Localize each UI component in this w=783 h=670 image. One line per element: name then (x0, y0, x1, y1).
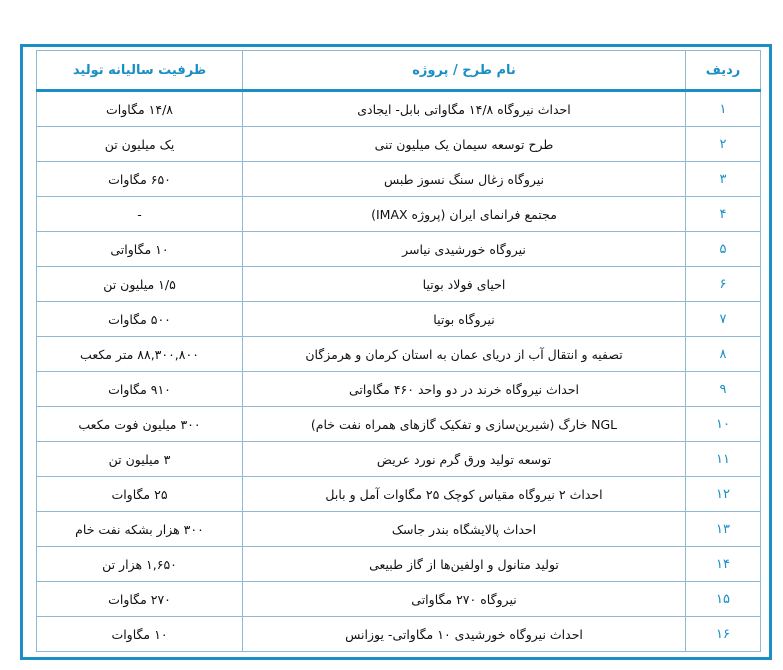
capacity-cell: ۱۴/۸ مگاوات (37, 91, 243, 127)
capacity-cell: یک میلیون تن (37, 127, 243, 162)
row-number-cell: ۱۶ (686, 617, 761, 652)
row-number-cell: ۱۲ (686, 477, 761, 512)
table-row (37, 372, 761, 407)
table-row (37, 91, 761, 127)
project-name-cell: مجتمع فرانمای ایران (پروژه IMAX) (243, 197, 686, 232)
table-row (37, 617, 761, 652)
row-number-cell: ۳ (686, 162, 761, 197)
project-name-cell: نیروگاه زغال سنگ نسوز طبس (243, 162, 686, 197)
row-number-cell: ۱۵ (686, 582, 761, 617)
row-number-cell: ۵ (686, 232, 761, 267)
table-row (37, 127, 761, 162)
row-number-cell: ۶ (686, 267, 761, 302)
table-frame (20, 44, 772, 660)
table-row (37, 477, 761, 512)
projects-table (36, 50, 761, 652)
capacity-cell: ۱,۶۵۰ هزار تن (37, 547, 243, 582)
project-name-cell: توسعه تولید ورق گرم نورد عریض (243, 442, 686, 477)
table-row (37, 232, 761, 267)
row-number-cell: ۴ (686, 197, 761, 232)
row-number-cell: ۱۱ (686, 442, 761, 477)
header-row (37, 51, 761, 91)
row-number-cell: ۱ (686, 91, 761, 127)
table-row (37, 267, 761, 302)
capacity-cell: ۳ میلیون تن (37, 442, 243, 477)
header-capacity: ظرفیت سالیانه تولید (37, 51, 243, 91)
project-name-cell: طرح توسعه سیمان یک میلیون تنی (243, 127, 686, 162)
table-row (37, 162, 761, 197)
table-row (37, 547, 761, 582)
table-row (37, 302, 761, 337)
project-name-cell: تولید متانول و اولفین‌ها از گاز طبیعی (243, 547, 686, 582)
project-name-cell: احداث نیروگاه خورشیدی ۱۰ مگاواتی- یوزانس (243, 617, 686, 652)
row-number-cell: ۱۰ (686, 407, 761, 442)
row-number-cell: ۱۴ (686, 547, 761, 582)
capacity-cell: ۹۱۰ مگاوات (37, 372, 243, 407)
project-name-cell: احداث نیروگاه ۱۴/۸ مگاواتی بابل- ایجادی (243, 91, 686, 127)
project-name-cell: احیای فولاد بوتیا (243, 267, 686, 302)
capacity-cell: ۱/۵ میلیون تن (37, 267, 243, 302)
row-number-cell: ۱۳ (686, 512, 761, 547)
capacity-cell: ۳۰۰ میلیون فوت مکعب (37, 407, 243, 442)
table-row (37, 337, 761, 372)
row-number-cell: ۸ (686, 337, 761, 372)
row-number-cell: ۲ (686, 127, 761, 162)
capacity-cell: ۱۰ مگاوات (37, 617, 243, 652)
project-name-cell: نیروگاه خورشیدی نیاسر (243, 232, 686, 267)
header-row-number: ردیف (686, 51, 761, 91)
table-row (37, 582, 761, 617)
capacity-cell: ۲۵ مگاوات (37, 477, 243, 512)
project-name-cell: NGL خارگ (شیرین‌سازی و تفکیک گازهای همراه نفت خام) (243, 407, 686, 442)
capacity-cell: - (37, 197, 243, 232)
capacity-cell: ۶۵۰ مگاوات (37, 162, 243, 197)
capacity-cell: ۱۰ مگاواتی (37, 232, 243, 267)
table-row (37, 407, 761, 442)
table-row (37, 197, 761, 232)
project-name-cell: احداث پالایشگاه بندر جاسک (243, 512, 686, 547)
project-name-cell: احداث نیروگاه خرند در دو واحد ۴۶۰ مگاواتی (243, 372, 686, 407)
project-name-cell: نیروگاه بوتیا (243, 302, 686, 337)
capacity-cell: ۸۸,۳۰۰,۸۰۰ متر مکعب (37, 337, 243, 372)
table-row (37, 442, 761, 477)
project-name-cell: تصفیه و انتقال آب از دریای عمان به استان کرمان و هرمزگان (243, 337, 686, 372)
capacity-cell: ۵۰۰ مگاوات (37, 302, 243, 337)
capacity-cell: ۲۷۰ مگاوات (37, 582, 243, 617)
row-number-cell: ۷ (686, 302, 761, 337)
project-name-cell: احداث ۲ نیروگاه مقیاس کوچک ۲۵ مگاوات آمل و بابل (243, 477, 686, 512)
capacity-cell: ۳۰۰ هزار بشکه نفت خام (37, 512, 243, 547)
table-row (37, 512, 761, 547)
header-project-name: نام طرح / پروژه (243, 51, 686, 91)
project-name-cell: نیروگاه ۲۷۰ مگاواتی (243, 582, 686, 617)
row-number-cell: ۹ (686, 372, 761, 407)
